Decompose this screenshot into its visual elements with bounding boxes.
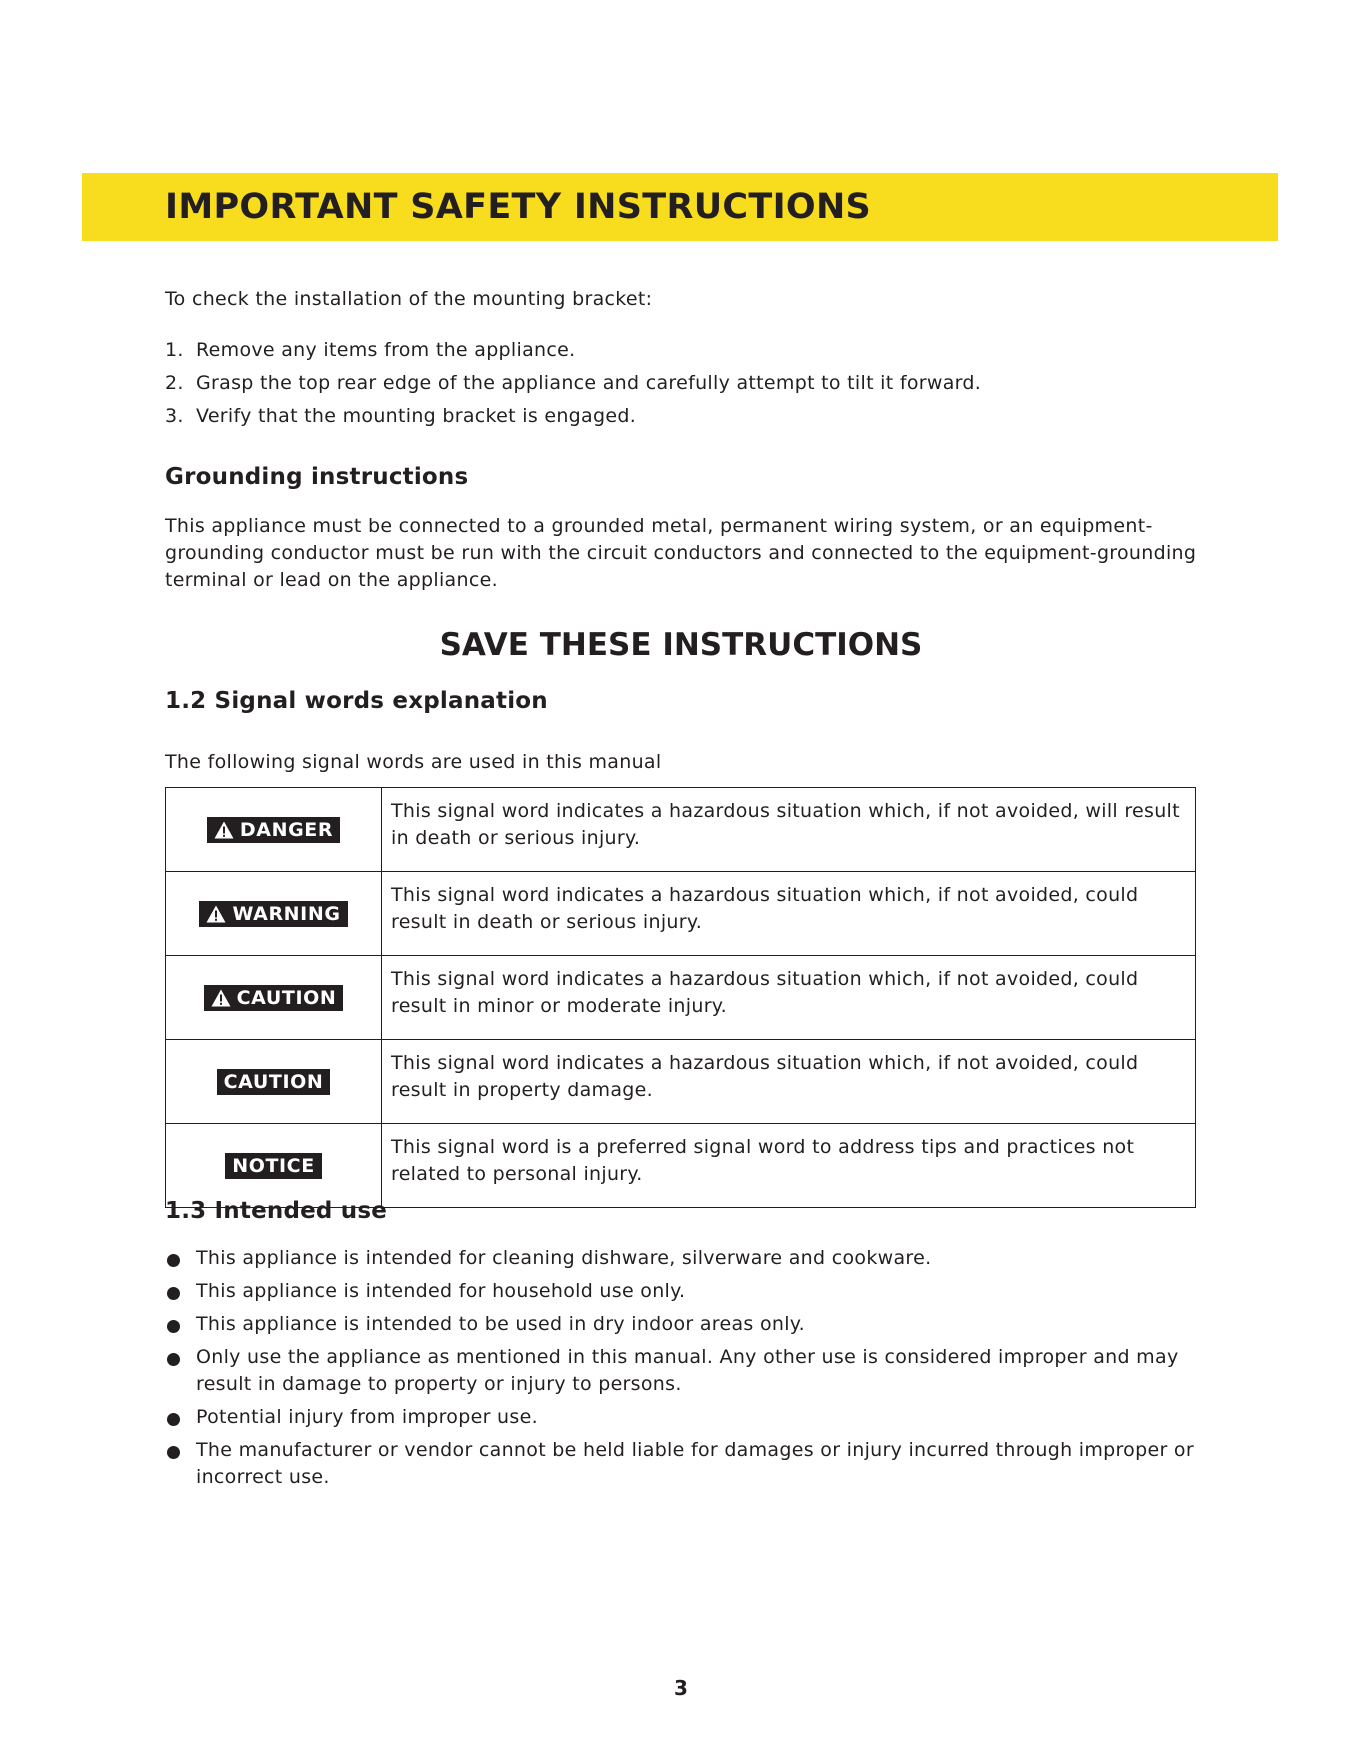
list-item-text: The manufacturer or vendor cannot be held liable for damages or injury incurred through improper or incorrect use. <box>196 1439 1194 1488</box>
list-item <box>165 1404 1225 1431</box>
list-item <box>165 403 1225 436</box>
badge-label: CAUTION <box>236 986 337 1009</box>
step-number: 2. <box>165 372 184 394</box>
table-row <box>166 956 1196 1040</box>
signal-description: This signal word indicates a hazardous situation which, if not avoided, could result in death or serious injury. <box>382 872 1196 956</box>
signal-badge-cell <box>166 956 382 1040</box>
save-instructions-heading: SAVE THESE INSTRUCTIONS <box>439 627 923 663</box>
badge-label: CAUTION <box>223 1070 324 1093</box>
list-item <box>165 1245 1225 1272</box>
list-item <box>165 337 1225 370</box>
badge-label: WARNING <box>232 902 341 925</box>
intended-use-list <box>165 1245 1225 1497</box>
list-item-text: This appliance is intended for cleaning dishware, silverware and cookware. <box>196 1247 932 1269</box>
signal-badge-cell <box>166 788 382 872</box>
section-1-2-heading: 1.2 Signal words explanation <box>165 688 548 714</box>
page-title: IMPORTANT SAFETY INSTRUCTIONS <box>165 187 872 227</box>
signal-badge-cell <box>166 1124 382 1208</box>
signal-description: This signal word indicates a hazardous situation which, if not avoided, could result in property damage. <box>382 1040 1196 1124</box>
list-item <box>165 370 1225 403</box>
danger-badge <box>207 817 340 843</box>
signal-words-table <box>165 787 1196 1208</box>
signal-words-intro: The following signal words are used in this manual <box>165 751 662 773</box>
signal-badge-cell <box>166 872 382 956</box>
step-number: 3. <box>165 405 184 427</box>
bullet-icon <box>167 1254 180 1267</box>
step-text: Grasp the top rear edge of the appliance and carefully attempt to tilt it forward. <box>196 372 982 394</box>
signal-description: This signal word is a preferred signal word to address tips and practices not related to personal injury. <box>382 1124 1196 1208</box>
warning-triangle-icon <box>214 821 234 839</box>
badge-label: DANGER <box>239 818 334 841</box>
page-number: 3 <box>674 1676 688 1700</box>
step-text: Verify that the mounting bracket is engaged. <box>196 405 637 427</box>
caution-property-badge <box>217 1069 331 1095</box>
list-item-text: This appliance is intended to be used in dry indoor areas only. <box>196 1313 805 1335</box>
warning-triangle-icon <box>206 905 226 923</box>
list-item <box>165 1344 1225 1398</box>
signal-description: This signal word indicates a hazardous situation which, if not avoided, could result in minor or moderate injury. <box>382 956 1196 1040</box>
bullet-icon <box>167 1287 180 1300</box>
bullet-icon <box>167 1353 180 1366</box>
list-item-text: This appliance is intended for household use only. <box>196 1280 686 1302</box>
bullet-icon <box>167 1413 180 1426</box>
notice-badge <box>225 1153 322 1179</box>
list-item-text: Only use the appliance as mentioned in this manual. Any other use is considered improper and may result in damage to property or injury to persons. <box>196 1346 1179 1395</box>
caution-injury-badge <box>204 985 344 1011</box>
title-banner <box>82 173 1278 241</box>
signal-description: This signal word indicates a hazardous situation which, if not avoided, will result in death or serious injury. <box>382 788 1196 872</box>
list-item <box>165 1311 1225 1338</box>
warning-triangle-icon <box>211 989 231 1007</box>
grounding-paragraph: This appliance must be connected to a grounded metal, permanent wiring system, or an equipment-grounding conductor must be run with the circuit conductors and connected to the equipment-grounding terminal or lead on the appliance. <box>165 515 1197 591</box>
step-text: Remove any items from the appliance. <box>196 339 576 361</box>
step-number: 1. <box>165 339 184 361</box>
signal-badge-cell <box>166 1040 382 1124</box>
grounding-heading: Grounding instructions <box>165 464 469 490</box>
badge-label: NOTICE <box>232 1154 315 1177</box>
table-row <box>166 788 1196 872</box>
bullet-icon <box>167 1446 180 1459</box>
table-row <box>166 872 1196 956</box>
table-row <box>166 1040 1196 1124</box>
warning-badge <box>199 901 347 927</box>
mounting-check-intro: To check the installation of the mounting bracket: <box>165 288 653 310</box>
list-item <box>165 1437 1225 1491</box>
table-row <box>166 1124 1196 1208</box>
list-item <box>165 1278 1225 1305</box>
mounting-check-steps <box>165 337 1225 436</box>
list-item-text: Potential injury from improper use. <box>196 1406 538 1428</box>
section-1-3-heading: 1.3 Intended use <box>165 1198 388 1224</box>
bullet-icon <box>167 1320 180 1333</box>
